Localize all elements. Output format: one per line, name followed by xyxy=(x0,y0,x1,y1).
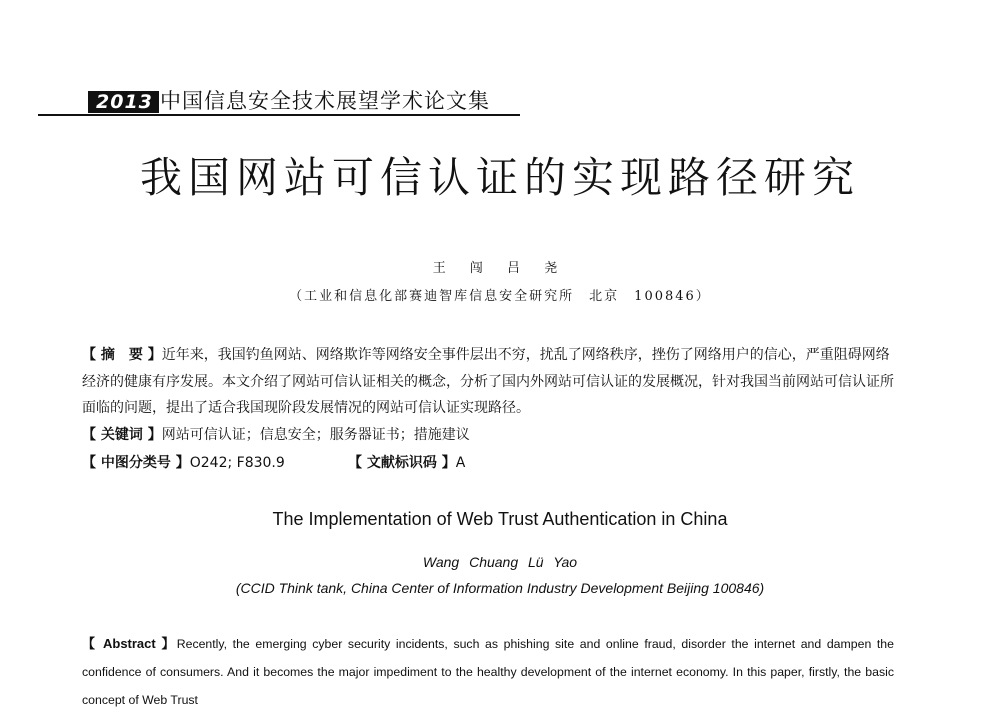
series-year-badge: 2013 xyxy=(88,91,159,113)
series-title: 中国信息安全技术展望学术论文集 xyxy=(160,89,490,113)
classification-row xyxy=(82,453,902,473)
abstract-cn xyxy=(82,342,902,422)
classification-label: 【 中图分类号 】 xyxy=(82,455,190,471)
abstract-cn-text: 近年来，我国钓鱼网站、网络欺诈等网络安全事件层出不穷，扰乱了网络秩序，挫伤了网络用户的信心，严重阻碍网络经济的健康有序发展。本文介绍了网站可信认证相关的概念，分析了国内外网站可信认证的发展概况，针对我国当前网站可信认证所面临的问题，提出了适合我国现阶段发展情况的网站可信认证实现路径。 xyxy=(82,347,894,416)
abstract-en xyxy=(82,630,894,714)
document-code-value: A xyxy=(455,455,466,471)
authors-en: Wang Chuang Lü Yao xyxy=(422,554,578,570)
keywords-cn xyxy=(82,425,902,445)
abstract-cn-label: 【 摘 要 】 xyxy=(82,347,162,363)
paper-title-cn: 我国网站可信认证的实现路径研究 xyxy=(139,153,860,202)
document-code-label: 【 文献标识码 】 xyxy=(348,455,456,471)
document-code-row xyxy=(348,453,465,473)
paper-title-en: The Implementation of Web Trust Authentication in China xyxy=(272,509,728,529)
abstract-en-label: 【 Abstract 】 xyxy=(82,636,177,651)
keywords-cn-text: 网站可信认证；信息安全；服务器证书；措施建议 xyxy=(161,427,470,443)
authors-cn: 王 闯 吕 尧 xyxy=(432,261,568,276)
keywords-cn-label: 【 关键词 】 xyxy=(82,427,162,443)
affiliation-cn: （工业和信息化部赛迪智库信息安全研究所 北京 100846） xyxy=(289,289,711,304)
affiliation-en: (CCID Think tank, China Center of Information Industry Development Beijing 100846) xyxy=(235,580,765,596)
abstract-en-text: Recently, the emerging cyber security incidents, such as phishing site and online fraud, disorder the internet and dampen the confidence of consumers. And it becomes the major impediment to the healthy development of the internet economy. In this paper, firstly, the basic concept of Web Trust xyxy=(82,637,894,707)
series-header-rule xyxy=(38,114,520,116)
classification-value: O242; F830.9 xyxy=(189,455,285,471)
